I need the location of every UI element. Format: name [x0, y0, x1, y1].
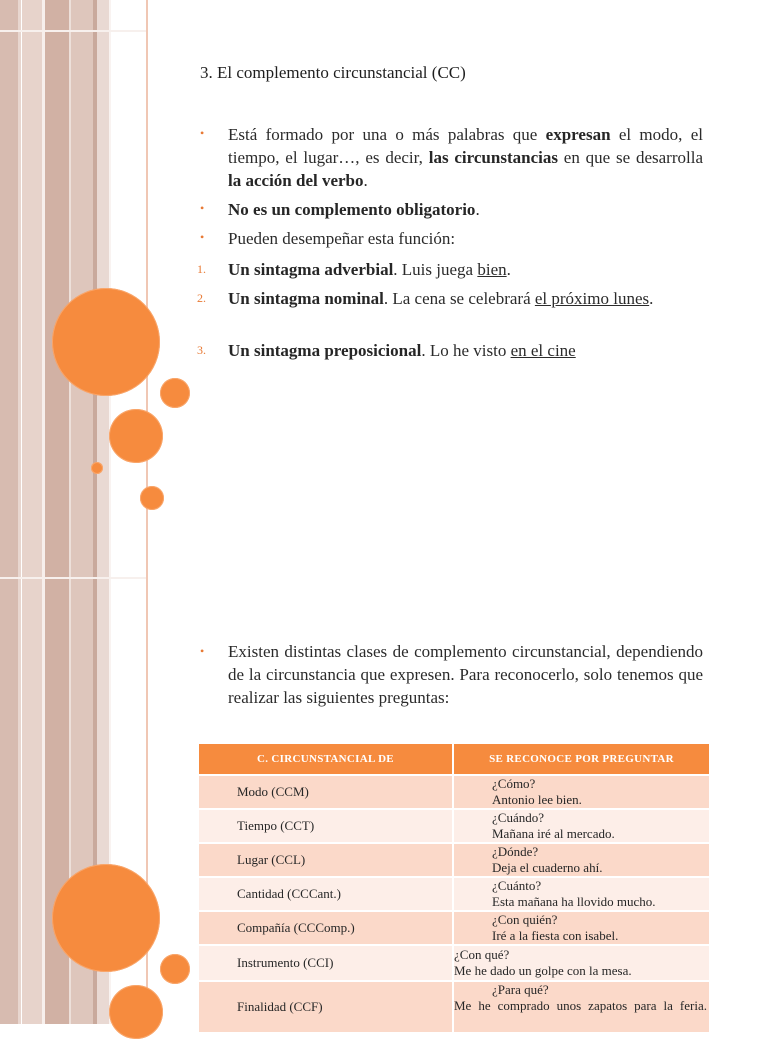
- table-cell-question: ¿Cuándo? Mañana iré al mercado.: [453, 809, 710, 843]
- table-cell-question: ¿Para qué? Me he comprado unos zapatos para la feria.: [453, 981, 710, 1032]
- table-row: [199, 775, 710, 809]
- list-item-nominal: Un sintagma nominal. La cena se celebrará el próximo lunes.: [228, 289, 654, 308]
- table-cell-question: ¿Cómo? Antonio lee bien.: [453, 775, 710, 809]
- table-header: SE RECONOCE POR PREGUNTAR: [453, 744, 710, 775]
- table-header-row: [199, 744, 710, 775]
- table-cell-question: ¿Con quién? Iré a la fiesta con isabel.: [453, 911, 710, 945]
- table-row: [199, 877, 710, 911]
- bullet-function: Pueden desempeñar esta función:: [228, 229, 456, 248]
- table-row: [199, 911, 710, 945]
- bullet-marker: •: [200, 201, 205, 215]
- table-cell-question: ¿Dónde? Deja el cuaderno ahí.: [453, 843, 710, 877]
- section-heading: 3. El complemento circunstancial (CC): [200, 63, 466, 82]
- intro-paragraph: Existen distintas clases de complemento circunstancial, dependiendo de la circunstancia que expresen. Para reconocerlo, solo tenemos que realizar las siguientes preguntas:: [228, 642, 703, 707]
- table-row: [199, 945, 710, 981]
- table-cell-question: ¿Con qué? Me he dado un golpe con la mesa.: [453, 945, 710, 981]
- table-header: C. CIRCUNSTANCIAL DE: [199, 744, 453, 775]
- bullet-not-obligatory: No es un complemento obligatorio.: [228, 200, 480, 219]
- bullet-marker: •: [200, 126, 205, 140]
- table-cell-type: Finalidad (CCF): [199, 981, 453, 1032]
- list-number: 2.: [197, 291, 206, 305]
- list-number: 1.: [197, 262, 206, 276]
- cc-table: [199, 744, 711, 1032]
- table-cell-question: ¿Cuánto? Esta mañana ha llovido mucho.: [453, 877, 710, 911]
- list-item-adverbial: Un sintagma adverbial. Luis juega bien.: [228, 260, 511, 279]
- table-row: [199, 809, 710, 843]
- bullet-marker: •: [200, 644, 205, 658]
- table-cell-type: Compañía (CCComp.): [199, 911, 453, 945]
- table-row: [199, 843, 710, 877]
- table-cell-type: Modo (CCM): [199, 775, 453, 809]
- table-cell-type: Cantidad (CCCant.): [199, 877, 453, 911]
- bullet-definition: Está formado por una o más palabras que expresan el modo, el tiempo, el lugar…, es decir, las circunstancias en que se desarrolla la acción del verbo.: [228, 125, 703, 190]
- table-row: [199, 981, 710, 1032]
- table-cell-type: Lugar (CCL): [199, 843, 453, 877]
- table-cell-type: Tiempo (CCT): [199, 809, 453, 843]
- bullet-marker: •: [200, 230, 205, 244]
- table-cell-type: Instrumento (CCI): [199, 945, 453, 981]
- list-item-prepositional: Un sintagma preposicional. Lo he visto en el cine: [228, 341, 576, 360]
- list-number: 3.: [197, 343, 206, 357]
